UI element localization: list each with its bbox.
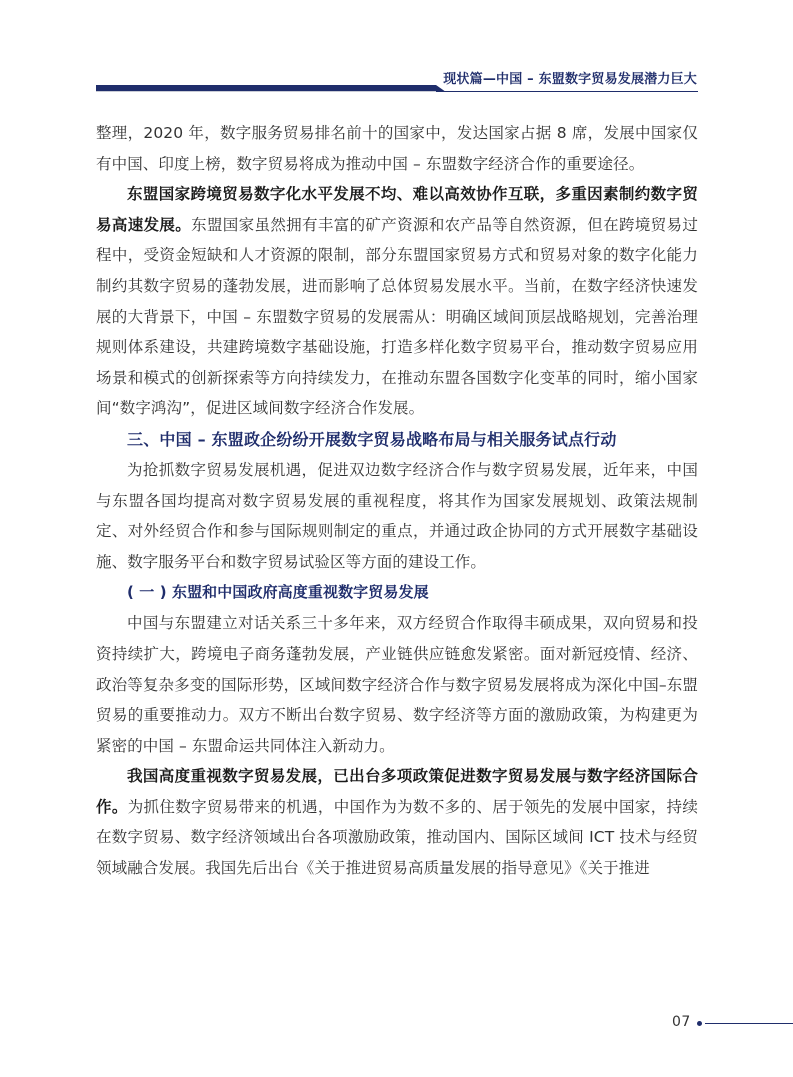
paragraph-2-body: 东盟国家虽然拥有丰富的矿产资源和农产品等自然资源，但在跨境贸易过程中，受资金短缺和人才资源的限制，部分东盟国家贸易方式和贸易对象的数字化能力制约其数字贸易的蓬勃发展，进而影响了总体贸易发展水平。当前，在数字经济快速发展的大背景下，中国 – 东盟数字贸易的发展需从：明确区域间顶层战略规划，完善治理规则体系建设，共建跨境数字基础设施，打造多样化数字贸易平台，推动数字贸易应用场景和模式的创新探索等方向持续发力，在推动东盟各国数字化变革的同时，缩小国家间“数字鸿沟”，促进区域间数字经济合作发展。	[96, 215, 698, 418]
section-3-heading: 三、中国 – 东盟政企纷纷开展数字贸易战略布局与相关服务试点行动	[127, 429, 617, 449]
paragraph-2	[96, 179, 698, 424]
paragraph-3: 为抢抓数字贸易发展机遇，促进双边数字经济合作与数字贸易发展，近年来，中国与东盟各国均提高对数字贸易发展的重视程度，将其作为国家发展规划、政策法规制定、对外经贸合作和参与国际规则制定的重点，并通过政企协同的方式开展数字基础设施、数字服务平台和数字贸易试验区等方面的建设工作。	[96, 460, 698, 571]
paragraph-2-lead: 东盟国家跨境贸易数字化水平发展不均、难以高效协作互联，多重因素制约数字贸易高速发展。	[96, 185, 698, 234]
paragraph-1: 整理，2020 年，数字服务贸易排名前十的国家中，发达国家占据 8 席，发展中国家仅有中国、印度上榜，数字贸易将成为推动中国 – 东盟数字经济合作的重要途径。	[96, 124, 698, 173]
page-number: 07	[672, 1014, 691, 1030]
paragraph-5-lead: 我国高度重视数字贸易发展，已出台多项政策促进数字贸易发展与数字经济国际合作。	[96, 767, 698, 816]
paragraph-4: 中国与东盟建立对话关系三十多年来，双方经贸合作取得丰硕成果，双向贸易和投资持续扩大，跨境电子商务蓬勃发展，产业链供应链愈发紧密。面对新冠疫情、经济、政治等复杂多变的国际形势，区域间数字经济合作与数字贸易发展将成为深化中国–东盟贸易的重要推动力。双方不断出台数字贸易、数字经济等方面的激励政策，为构建更为紧密的中国 – 东盟命运共同体注入新动力。	[96, 614, 698, 755]
page-header-title: 现状篇—中国 – 东盟数字贸易发展潜力巨大	[443, 72, 697, 87]
footer-dot	[697, 1021, 702, 1026]
paragraph-5	[96, 761, 698, 883]
header-rule-primary-band	[96, 85, 446, 92]
subsection-1-heading: ( 一 ) 东盟和中国政府高度重视数字贸易发展	[127, 583, 429, 602]
header-rule	[96, 85, 698, 92]
paragraph-5-body: 为抓住数字贸易带来的机遇，中国作为为数不多的、居于领先的发展中国家，持续在数字贸易、数字经济领域出台各项激励政策，推动国内、国际区域间 ICT 技术与经贸领域融合发展。我国先后出台《关于推进贸易高质量发展的指导意见》《关于推进	[96, 797, 698, 878]
footer-rule	[705, 1023, 793, 1024]
header-rule-right-line	[436, 91, 698, 92]
body-content	[96, 118, 698, 884]
